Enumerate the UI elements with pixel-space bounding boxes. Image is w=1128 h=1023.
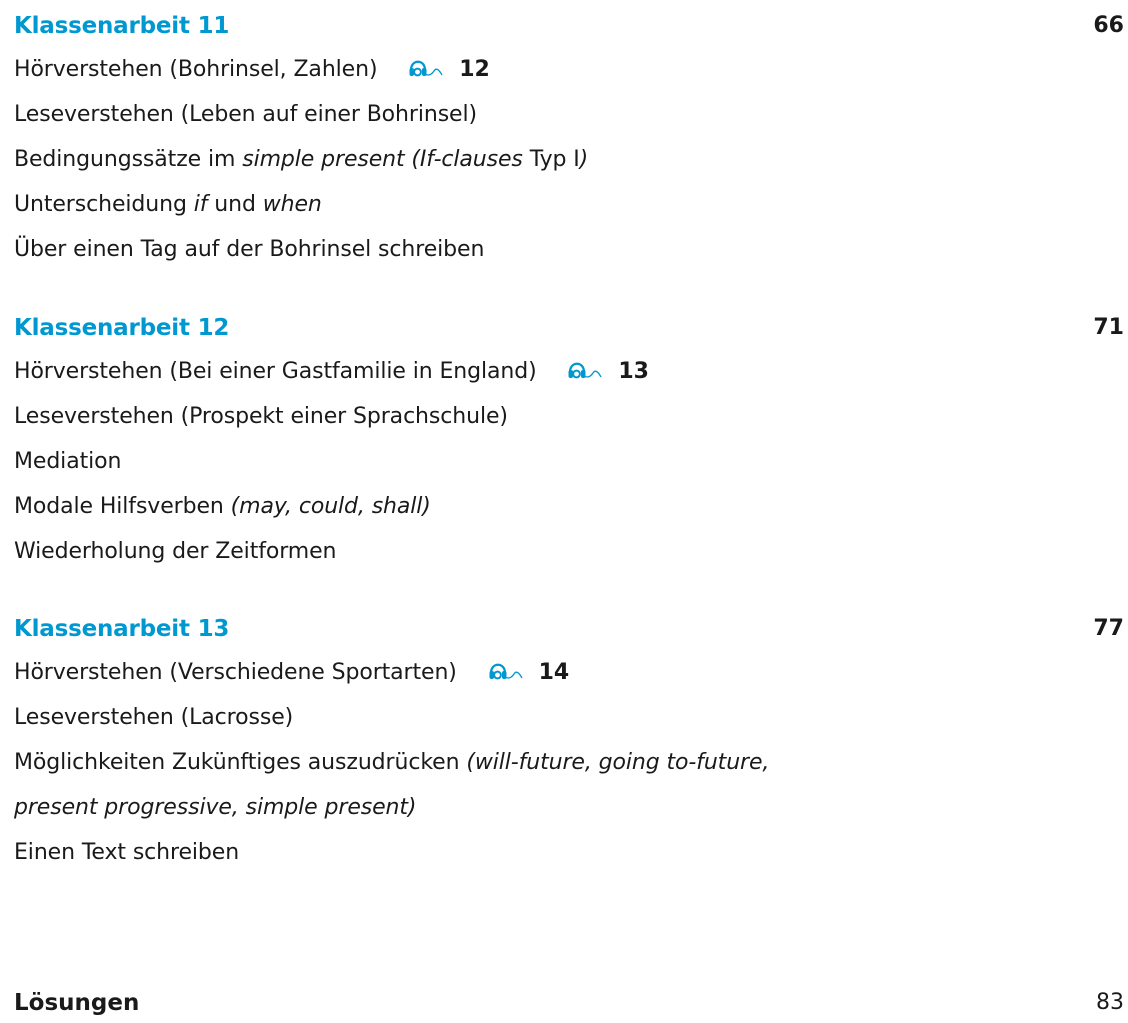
item-text: Leseverstehen (Leben auf einer Bohrinsel) (14, 102, 477, 127)
audio-track-number: 12 (459, 57, 490, 82)
item-text: Einen Text schreiben (14, 840, 240, 865)
headphones-icon (567, 356, 603, 382)
audio-track-number: 13 (618, 359, 649, 384)
item-text: Leseverstehen (Prospekt einer Sprachschule) (14, 404, 508, 429)
list-item (14, 655, 1124, 691)
section-title[interactable]: Klassenarbeit 11 (14, 13, 230, 39)
item-text: Hörverstehen (Bei einer Gastfamilie in England) (14, 359, 537, 384)
item-text: Möglichkeiten Zukünftiges auszudrücken (14, 750, 467, 775)
list-item (14, 399, 1124, 435)
item-text-italic: simple present (If-clauses (242, 147, 523, 172)
item-text: Modale Hilfsverben (14, 494, 231, 519)
item-text-italic: (may, could, shall) (230, 494, 431, 519)
solutions-page-number[interactable]: 83 (1096, 990, 1124, 1015)
list-item (14, 534, 1124, 570)
item-text: Hörverstehen (Bohrinsel, Zahlen) (14, 57, 378, 82)
headphones-icon (488, 657, 524, 683)
item-text: Leseverstehen (Lacrosse) (14, 705, 294, 730)
list-item (14, 232, 1124, 268)
item-text-italic: if (193, 192, 208, 217)
section-header (14, 302, 1124, 342)
list-item (14, 97, 1124, 133)
toc-section-klassenarbeit-12 (14, 302, 1124, 570)
item-text-italic: present progressive, simple present) (14, 795, 417, 820)
list-item (14, 835, 1124, 871)
list-item (14, 142, 1124, 178)
list-item (14, 489, 1124, 525)
list-item (14, 790, 1124, 826)
item-text: Wiederholung der Zeitformen (14, 539, 337, 564)
audio-track-number: 14 (538, 660, 570, 685)
list-item (14, 187, 1124, 223)
section-page-number[interactable]: 71 (1093, 315, 1124, 340)
list-item (14, 444, 1124, 480)
section-title[interactable]: Klassenarbeit 13 (14, 616, 230, 642)
item-text: Typ I (522, 147, 580, 172)
item-text-italic: ) (579, 147, 589, 172)
list-item (14, 745, 1124, 781)
list-item (14, 354, 1124, 390)
item-text: Über einen Tag auf der Bohrinsel schreiben (14, 237, 485, 262)
section-page-number[interactable]: 77 (1093, 616, 1124, 641)
list-item (14, 700, 1124, 736)
item-text: und (207, 192, 263, 217)
solutions-title[interactable]: Lösungen (14, 990, 140, 1016)
section-header (14, 603, 1124, 643)
list-item (14, 52, 1124, 88)
item-text-italic: (will-future, going to-future, (466, 750, 770, 775)
item-text: Unterscheidung (14, 192, 194, 217)
item-text-italic: when (262, 192, 322, 217)
item-text: Hörverstehen (Verschiedene Sportarten) (14, 660, 457, 685)
table-of-contents (14, 0, 1124, 1023)
item-text: Mediation (14, 449, 122, 474)
section-page-number[interactable]: 66 (1093, 13, 1124, 38)
item-text: Bedingungssätze im (14, 147, 243, 172)
section-title[interactable]: Klassenarbeit 12 (14, 315, 230, 341)
section-header (14, 0, 1124, 40)
toc-section-klassenarbeit-11 (14, 0, 1124, 268)
toc-section-klassenarbeit-13 (14, 603, 1124, 871)
headphones-icon (408, 54, 444, 80)
